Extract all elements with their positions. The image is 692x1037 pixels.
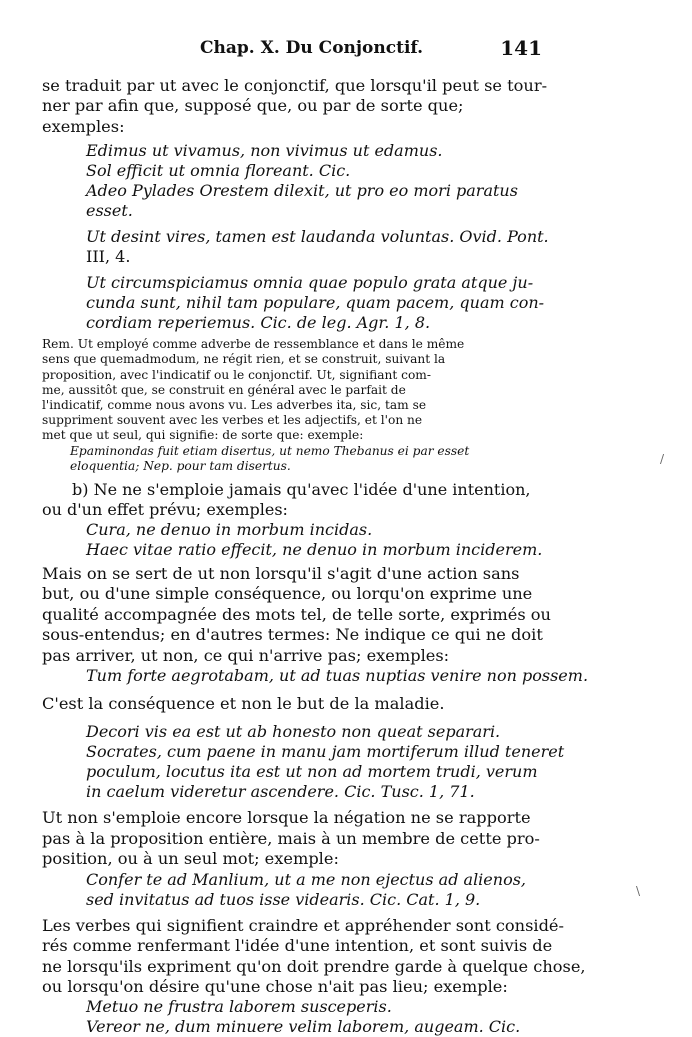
text-line: rés comme renfermant l'idée d'une intention, et sont suivis de xyxy=(42,936,553,956)
text-line: qualité accompagnée des mots tel, de telle sorte, exprimés ou xyxy=(42,604,551,624)
example-line: Socrates, cum paene in manu jam mortiferum illud teneret xyxy=(86,742,565,762)
example-line: in caelum videretur ascendere. Cic. Tusc. 1, 71. xyxy=(86,782,475,802)
text-line: pas arriver, ut non, ce qui n'arrive pas; exemples: xyxy=(42,645,450,665)
example-line: III, 4. xyxy=(86,247,131,267)
text-line: sous-entendus; en d'autres termes: Ne indique ce qui ne doit xyxy=(42,625,543,645)
example-line: sed invitatus ad tuos isse videaris. Cic. Cat. 1, 9. xyxy=(86,889,481,909)
text-line: Ut non s'emploie encore lorsque la négation ne se rapporte xyxy=(42,808,531,828)
text-line: se traduit par ut avec le conjonctif, que lorsqu'il peut se tour- xyxy=(42,76,548,95)
remark-line: met que ut seul, qui signifie: de sorte que: exemple: xyxy=(42,428,364,443)
remark-line: eloquentia; Nep. pour tam disertus. xyxy=(70,458,291,473)
text-line: ou lorsqu'on désire qu'une chose n'ait pas lieu; exemple: xyxy=(42,976,508,996)
example-line: cunda sunt, nihil tam populare, quam pacem, quam con- xyxy=(86,293,545,313)
text-line: Les verbes qui signifient craindre et appréhender sont considé- xyxy=(42,915,564,935)
example-line: Vereor ne, dum minuere velim laborem, augeam. Cic. xyxy=(86,1017,521,1037)
text-line: but, ou d'une simple conséquence, ou lorqu'on exprime une xyxy=(42,584,533,604)
example-line: Haec vitae ratio effecit, ne denuo in morbum inciderem. xyxy=(86,540,543,560)
example-line: Adeo Pylades Orestem dilexit, ut pro eo mori paratus xyxy=(86,181,518,201)
remark-line: me, aussitôt que, se construit en général avec le parfait de xyxy=(42,382,406,397)
page-body xyxy=(42,76,589,1037)
text-line: position, ou à un seul mot; exemple: xyxy=(42,849,339,869)
text-line: ou d'un effet prévu; exemples: xyxy=(42,500,288,520)
example-line: Decori vis ea est ut ab honesto non queat separari. xyxy=(86,722,501,742)
remark-line: Rem. Ut employé comme adverbe de ressemblance et dans le même xyxy=(42,337,465,352)
example-line: Ut desint vires, tamen est laudanda voluntas. Ovid. Pont. xyxy=(86,227,549,247)
example-line: Cura, ne denuo in morbum incidas. xyxy=(86,520,373,540)
page-number: 141 xyxy=(500,36,542,60)
margin-mark: / xyxy=(660,452,665,466)
text-line: pas à la proposition entière, mais à un membre de cette pro- xyxy=(42,828,540,848)
remark-line: proposition, avec l'indicatif ou le conjonctif. Ut, signifiant com- xyxy=(42,367,431,382)
example-line: Confer te ad Manlium, ut a me non ejectus ad alienos, xyxy=(86,869,526,889)
margin-mark: \ xyxy=(636,884,641,898)
example-line: Edimus ut vivamus, non vivimus ut edamus. xyxy=(86,141,443,161)
remark-line: Epaminondas fuit etiam disertus, ut nemo Thebanus ei par esset xyxy=(70,443,470,458)
example-line: cordiam reperiemus. Cic. de leg. Agr. 1, 8. xyxy=(86,313,431,333)
running-header: Chap. X. Du Conjonctif. xyxy=(200,38,424,58)
text-line: exemples: xyxy=(42,116,125,136)
text-line: C'est la conséquence et non le but de la maladie. xyxy=(42,694,445,714)
example-line: esset. xyxy=(86,201,133,221)
text-line: ne lorsqu'ils expriment qu'on doit prendre garde à quelque chose, xyxy=(42,956,586,976)
example-line: Ut circumspiciamus omnia quae populo grata atque ju- xyxy=(86,273,534,293)
text-line: b) Ne ne s'emploie jamais qu'avec l'idée d'une intention, xyxy=(72,480,531,500)
example-line: Tum forte aegrotabam, ut ad tuas nuptias venire non possem. xyxy=(86,666,589,686)
example-line: Sol efficit ut omnia floreant. Cic. xyxy=(86,161,351,181)
example-line: Metuo ne frustra laborem susceperis. xyxy=(86,997,392,1017)
text-line: Mais on se sert de ut non lorsqu'il s'agit d'une action sans xyxy=(42,564,520,584)
example-line: poculum, locutus ita est ut non ad mortem trudi, verum xyxy=(86,762,538,782)
remark-line: l'indicatif, comme nous avons vu. Les adverbes ita, sic, tam se xyxy=(42,398,427,413)
remark-line: suppriment souvent avec les verbes et les adjectifs, et l'on ne xyxy=(42,413,423,428)
text-line: ner par afin que, supposé que, ou par de sorte que; xyxy=(42,96,464,116)
remark-line: sens que quemadmodum, ne régit rien, et se construit, suivant la xyxy=(42,352,446,367)
